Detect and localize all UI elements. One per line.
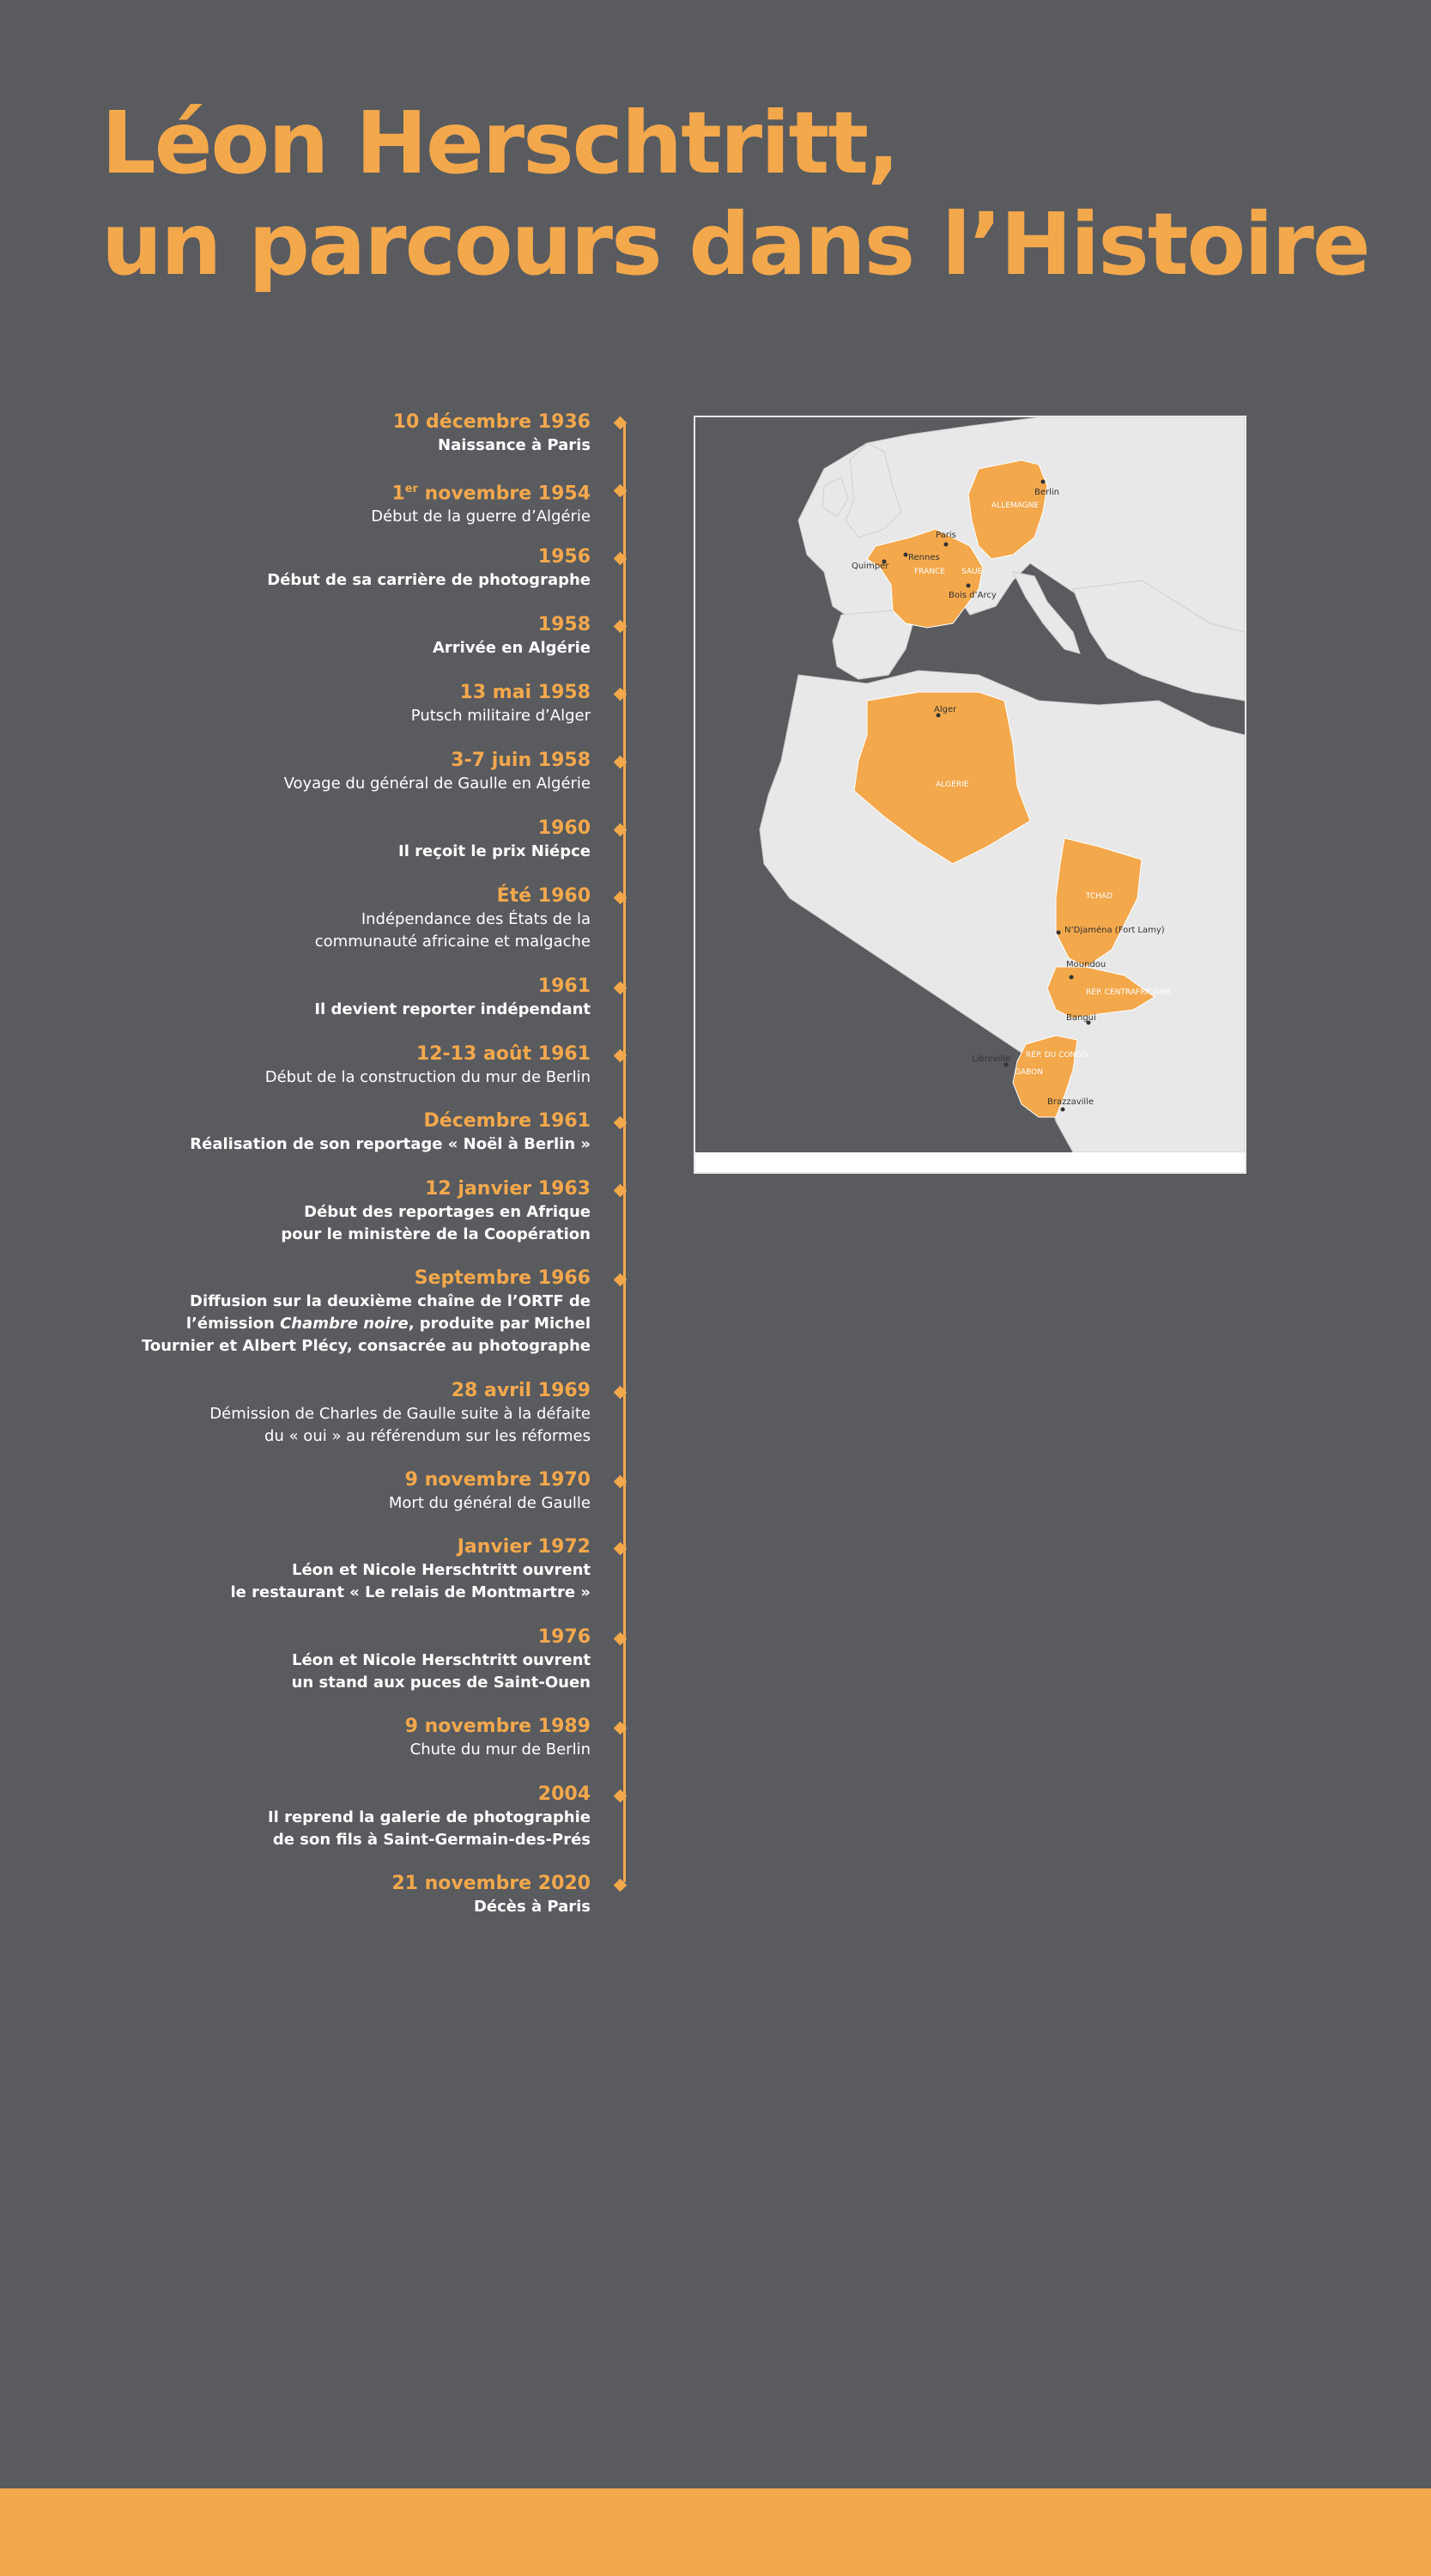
page-title [101, 93, 1369, 295]
map-label-moundou: Moundou [1066, 960, 1107, 969]
timeline-event [110, 613, 591, 659]
map-label-paris: Paris [936, 531, 956, 540]
timeline-event [110, 1715, 591, 1761]
event-desc: Voyage du général de Gaulle en Algérie [283, 775, 591, 793]
timeline-event [110, 545, 591, 592]
event-desc: Décès à Paris [473, 1898, 591, 1916]
date-month-year: novembre 1954 [417, 483, 591, 505]
event-date: 10 décembre 1936 [392, 411, 591, 433]
event-date: 28 avril 1969 [451, 1380, 591, 1401]
event-date: 1961 [537, 975, 591, 997]
event-desc: Il devient reporter indépendant [314, 1000, 591, 1018]
date-day: 1 [391, 483, 405, 505]
event-date: 12 janvier 1963 [425, 1178, 591, 1200]
event-desc: Il reprend la galerie de photographie de son fils à Saint-Germain-des-Prés [267, 1808, 591, 1849]
timeline-event [110, 477, 591, 528]
event-date: 12-13 août 1961 [415, 1043, 591, 1065]
event-date: Décembre 1961 [423, 1110, 591, 1132]
map [695, 417, 1245, 1152]
timeline-event [110, 1783, 591, 1851]
event-date: 9 novembre 1989 [404, 1716, 591, 1737]
event-desc: Léon et Nicole Herschtritt ouvrent le restaurant « Le relais de Montmartre » [230, 1561, 591, 1601]
event-date: 1956 [537, 546, 591, 568]
timeline-event [110, 1872, 591, 1918]
event-desc: Putsch militaire d’Alger [410, 707, 591, 725]
map-label-congo: RÉP. DU CONGO [1026, 1051, 1088, 1060]
event-date: Janvier 1972 [457, 1536, 591, 1558]
event-desc: Chute du mur de Berlin [409, 1741, 591, 1759]
footer-band [0, 2488, 1431, 2576]
event-date: 13 mai 1958 [459, 682, 591, 703]
map-label-rca: RÉP. CENTRAFRICAINE [1086, 988, 1172, 997]
event-desc: Réalisation de son reportage « Noël à Berlin » [190, 1135, 591, 1153]
map-dot-brazzaville [1061, 1108, 1065, 1112]
desc-part: Diffusion sur la deuxième chaîne de l’ORTF de l’émission [185, 1292, 591, 1333]
timeline-event [110, 1625, 591, 1694]
map-frame [694, 416, 1246, 1174]
event-date: 3-7 juin 1958 [451, 750, 591, 771]
map-label-bois: Bois d’Arcy [949, 591, 997, 600]
date-ordinal: er [404, 483, 418, 495]
map-label-brazzaville: Brazzaville [1047, 1097, 1094, 1107]
map-label-allemagne: ALLEMAGNE [991, 501, 1040, 510]
timeline-event [110, 1468, 591, 1515]
event-desc: Début des reportages en Afrique pour le ministère de la Coopération [281, 1203, 591, 1243]
map-dot-moundou [1070, 975, 1074, 980]
event-desc: Indépendance des États de la communauté africaine et malgache [314, 910, 591, 951]
map-label-algerie: ALGÉRIE [936, 781, 969, 789]
map-label-berlin: Berlin [1034, 488, 1060, 497]
desc-emphasis: Chambre noire [280, 1315, 409, 1333]
event-desc: Naissance à Paris [438, 436, 591, 454]
map-label-libreville: Libreville [972, 1054, 1011, 1064]
title-line-2: un parcours dans l’Histoire [101, 194, 1369, 295]
event-date: 1976 [537, 1626, 591, 1648]
event-desc: Mort du général de Gaulle [388, 1494, 591, 1512]
event-desc [110, 1291, 591, 1358]
map-label-ndjamena: N’Djaména (Fort Lamy) [1064, 926, 1165, 935]
map-label-bangui: Bangui [1066, 1013, 1096, 1023]
timeline-axis [623, 422, 626, 1882]
timeline-event [110, 817, 591, 863]
map-dot-rennes [904, 553, 908, 557]
event-desc: Début de sa carrière de photographe [267, 571, 591, 589]
event-desc: Il reçoit le prix Niépce [398, 842, 591, 860]
desc-part: , produite par Michel Tournier et Albert Plécy, consacrée au photographe [141, 1315, 591, 1355]
timeline-event [110, 1535, 591, 1604]
event-desc: Léon et Nicole Herschtritt ouvrent un stand aux puces de Saint-Ouen [291, 1651, 591, 1692]
timeline-event [110, 884, 591, 953]
map-dot-berlin [1041, 480, 1046, 484]
event-date: Septembre 1966 [414, 1267, 591, 1289]
event-date: 1960 [537, 817, 591, 839]
map-label-gabon: GABON [1015, 1068, 1043, 1077]
timeline-event [110, 1109, 591, 1156]
event-desc: Démission de Charles de Gaulle suite à la défaite du « oui » au référendum sur les réformes [209, 1405, 591, 1445]
event-date: 21 novembre 2020 [391, 1873, 591, 1894]
map-dot-paris [944, 543, 949, 547]
map-label-france: FRANCE [914, 568, 945, 576]
map-dot-bois [967, 584, 971, 588]
timeline-event [110, 749, 591, 795]
event-date: 2004 [537, 1783, 591, 1805]
timeline-event [110, 1042, 591, 1089]
event-date: 1958 [537, 614, 591, 635]
timeline-event [110, 681, 591, 727]
timeline-event [110, 410, 591, 457]
event-date: Été 1960 [496, 885, 591, 907]
event-date: 9 novembre 1970 [404, 1469, 591, 1491]
timeline-event [110, 975, 591, 1021]
timeline-event [110, 1267, 591, 1358]
map-dot-ndjamena [1057, 931, 1061, 935]
timeline-event [110, 1177, 591, 1246]
map-label-alger: Alger [934, 705, 957, 714]
event-desc: Début de la construction du mur de Berlin [264, 1068, 591, 1086]
map-label-quimper: Quimper [852, 562, 889, 571]
event-date [110, 477, 591, 506]
event-desc: Arrivée en Algérie [432, 639, 591, 657]
map-label-rennes: Rennes [908, 553, 940, 562]
title-line-1: Léon Herschtritt, [101, 93, 899, 193]
map-label-sarre: SAUE [961, 568, 983, 576]
event-desc: Début de la guerre d’Algérie [371, 507, 591, 526]
map-label-tchad: TCHAD [1086, 892, 1113, 901]
timeline-event [110, 1379, 591, 1448]
